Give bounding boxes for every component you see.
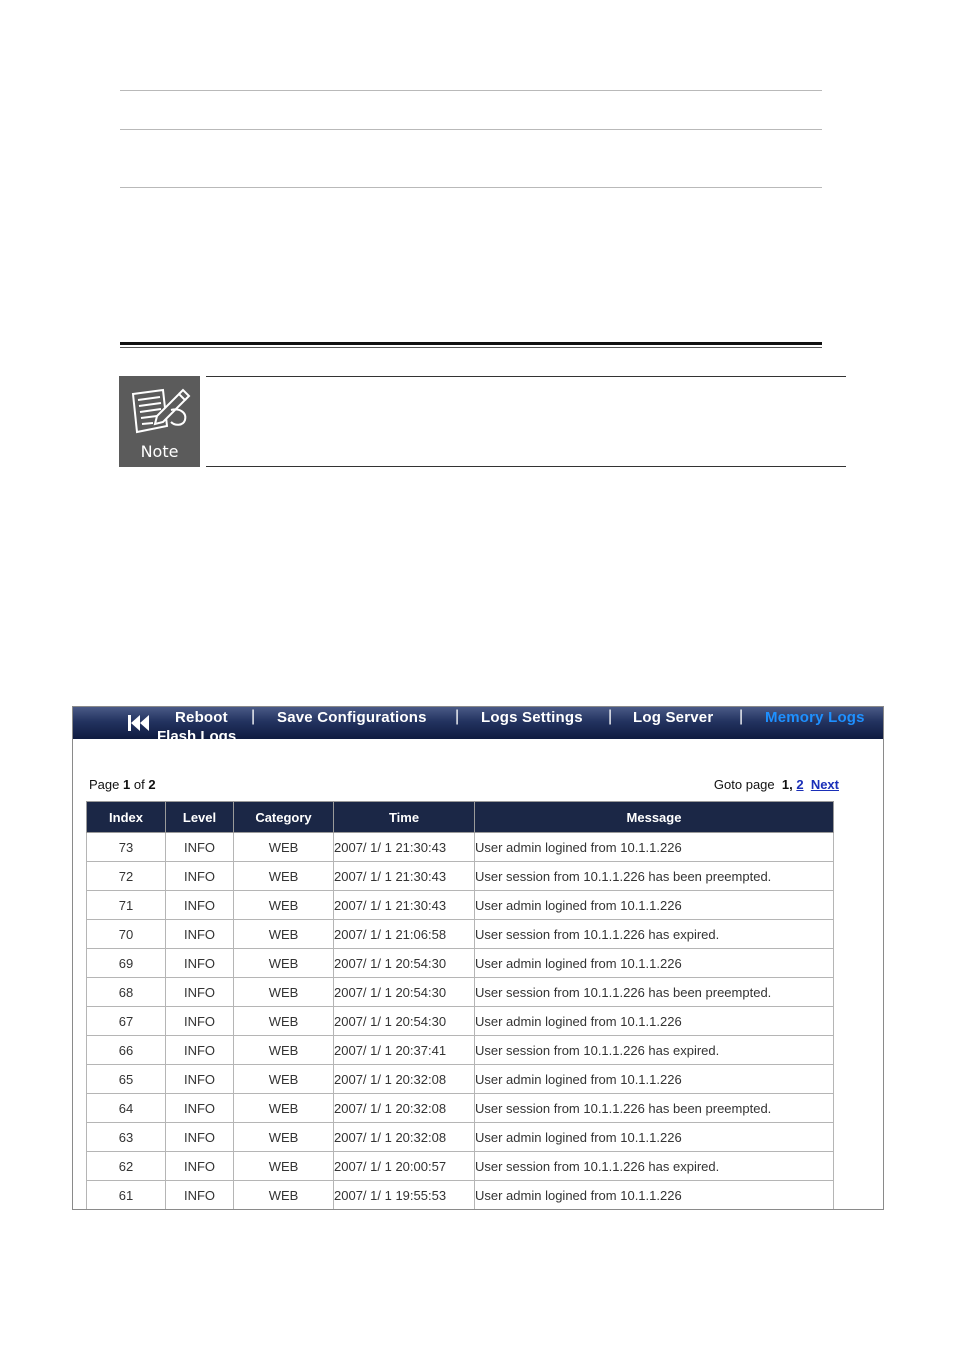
table-row (87, 1094, 834, 1123)
cell-message: User session from 10.1.1.226 has expired. (475, 920, 834, 949)
cell-index: 73 (87, 833, 166, 862)
nav-separator: | (455, 708, 460, 725)
nav-log-server[interactable]: Log Server (633, 709, 714, 726)
cell-time: 2007/ 1/ 1 20:54:30 (334, 1007, 475, 1036)
nav-separator: | (739, 708, 744, 725)
cell-level: INFO (166, 891, 234, 920)
cell-message: User session from 10.1.1.226 has been preempted. (475, 862, 834, 891)
cell-time: 2007/ 1/ 1 20:54:30 (334, 949, 475, 978)
cell-time: 2007/ 1/ 1 21:30:43 (334, 833, 475, 862)
cell-category: WEB (234, 949, 334, 978)
cell-time: 2007/ 1/ 1 21:30:43 (334, 891, 475, 920)
cell-level: INFO (166, 1123, 234, 1152)
goto-label: Goto page (713, 777, 775, 792)
cell-category: WEB (234, 833, 334, 862)
cell-index: 71 (87, 891, 166, 920)
cell-category: WEB (234, 1007, 334, 1036)
table-row (87, 920, 834, 949)
cell-level: INFO (166, 1036, 234, 1065)
skip-first-icon[interactable] (128, 715, 150, 731)
cell-time: 2007/ 1/ 1 21:06:58 (334, 920, 475, 949)
cell-level: INFO (166, 978, 234, 1007)
cell-index: 67 (87, 1007, 166, 1036)
cell-index: 65 (87, 1065, 166, 1094)
cell-time: 2007/ 1/ 1 21:30:43 (334, 862, 475, 891)
nav-reboot[interactable]: Reboot (175, 709, 228, 726)
cell-category: WEB (234, 1152, 334, 1181)
cell-category: WEB (234, 862, 334, 891)
nav-logs-settings[interactable]: Logs Settings (481, 709, 583, 726)
page-current: 1 (123, 777, 131, 792)
logs-table (86, 801, 834, 1210)
cell-level: INFO (166, 1065, 234, 1094)
note-badge (119, 376, 200, 467)
column-header-level: Level (166, 802, 234, 833)
nav-separator: | (608, 708, 613, 725)
memory-logs-panel (72, 706, 884, 1210)
nav-flash-logs[interactable]: Flash Logs (157, 728, 237, 745)
table-row (87, 949, 834, 978)
page-total: 2 (148, 777, 156, 792)
column-header-time: Time (334, 802, 475, 833)
cell-category: WEB (234, 891, 334, 920)
cell-message: User admin logined from 10.1.1.226 (475, 1123, 834, 1152)
cell-category: WEB (234, 1094, 334, 1123)
column-header-category: Category (234, 802, 334, 833)
cell-index: 63 (87, 1123, 166, 1152)
cell-time: 2007/ 1/ 1 20:32:08 (334, 1094, 475, 1123)
cell-level: INFO (166, 1094, 234, 1123)
cell-message: User session from 10.1.1.226 has been preempted. (475, 978, 834, 1007)
page-prefix: Page (89, 777, 120, 792)
table-row (87, 833, 834, 862)
cell-category: WEB (234, 1123, 334, 1152)
cell-message: User admin logined from 10.1.1.226 (475, 833, 834, 862)
note-pen-icon (127, 386, 193, 442)
cell-time: 2007/ 1/ 1 19:55:53 (334, 1181, 475, 1210)
document-divider (120, 90, 822, 91)
table-row (87, 978, 834, 1007)
cell-time: 2007/ 1/ 1 20:32:08 (334, 1123, 475, 1152)
page-indicator (89, 777, 156, 792)
cell-message: User admin logined from 10.1.1.226 (475, 891, 834, 920)
cell-category: WEB (234, 1181, 334, 1210)
document-divider (120, 187, 822, 188)
cell-message: User admin logined from 10.1.1.226 (475, 1065, 834, 1094)
section-divider-thick (120, 342, 822, 345)
note-label: Note (140, 442, 179, 461)
cell-index: 66 (87, 1036, 166, 1065)
cell-time: 2007/ 1/ 1 20:37:41 (334, 1036, 475, 1065)
table-header-row (87, 802, 834, 833)
table-row (87, 862, 834, 891)
document-divider (120, 129, 822, 130)
cell-index: 62 (87, 1152, 166, 1181)
cell-level: INFO (166, 1152, 234, 1181)
goto-page-2-link[interactable]: 2 (796, 777, 804, 792)
goto-page (714, 777, 839, 792)
table-row (87, 1007, 834, 1036)
page-of: of (133, 777, 145, 792)
cell-time: 2007/ 1/ 1 20:00:57 (334, 1152, 475, 1181)
cell-level: INFO (166, 1181, 234, 1210)
note-top-rule (206, 376, 846, 377)
cell-message: User session from 10.1.1.226 has expired. (475, 1036, 834, 1065)
table-row (87, 1181, 834, 1210)
cell-index: 61 (87, 1181, 166, 1210)
nav-save-configurations[interactable]: Save Configurations (277, 709, 427, 726)
next-page-link[interactable]: Next (810, 777, 839, 792)
table-row (87, 1065, 834, 1094)
cell-level: INFO (166, 833, 234, 862)
cell-level: INFO (166, 1007, 234, 1036)
cell-level: INFO (166, 920, 234, 949)
table-row (87, 1152, 834, 1181)
section-divider-thin (120, 347, 822, 348)
column-header-index: Index (87, 802, 166, 833)
cell-index: 69 (87, 949, 166, 978)
cell-level: INFO (166, 862, 234, 891)
cell-message: User admin logined from 10.1.1.226 (475, 1181, 834, 1210)
goto-current-page: 1, (781, 777, 793, 792)
cell-index: 70 (87, 920, 166, 949)
cell-message: User session from 10.1.1.226 has been preempted. (475, 1094, 834, 1123)
table-row (87, 1123, 834, 1152)
cell-message: User admin logined from 10.1.1.226 (475, 949, 834, 978)
column-header-message: Message (475, 802, 834, 833)
cell-category: WEB (234, 920, 334, 949)
cell-index: 64 (87, 1094, 166, 1123)
cell-message: User admin logined from 10.1.1.226 (475, 1007, 834, 1036)
cell-message: User session from 10.1.1.226 has expired. (475, 1152, 834, 1181)
cell-index: 72 (87, 862, 166, 891)
cell-category: WEB (234, 1036, 334, 1065)
table-row (87, 891, 834, 920)
cell-index: 68 (87, 978, 166, 1007)
cell-category: WEB (234, 1065, 334, 1094)
cell-category: WEB (234, 978, 334, 1007)
cell-time: 2007/ 1/ 1 20:54:30 (334, 978, 475, 1007)
note-bottom-rule (206, 466, 846, 467)
cell-time: 2007/ 1/ 1 20:32:08 (334, 1065, 475, 1094)
nav-memory-logs[interactable]: Memory Logs (765, 709, 865, 726)
top-nav-bar (73, 707, 883, 745)
cell-level: INFO (166, 949, 234, 978)
table-row (87, 1036, 834, 1065)
nav-separator: | (251, 708, 256, 725)
